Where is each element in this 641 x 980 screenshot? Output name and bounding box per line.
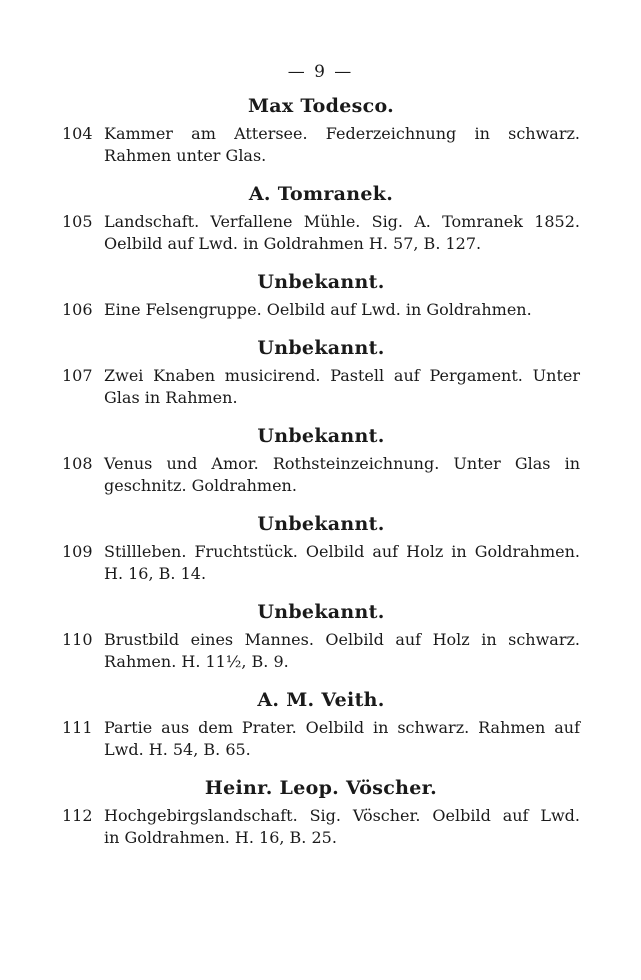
artist-heading: Unbekannt. [257, 425, 385, 447]
entry-description-line: in Goldrahmen. H. 16, B. 25. [104, 828, 337, 847]
catalog-entry [62, 365, 580, 409]
entry-description-line: H. 16, B. 14. [104, 564, 207, 583]
artist-heading: Unbekannt. [257, 337, 385, 359]
page-number: — 9 — [287, 62, 354, 82]
entry-number: 107 [62, 366, 93, 385]
artist-heading: A. Tomranek. [248, 183, 394, 205]
catalog-entry [62, 299, 580, 321]
entry-description-line: Kammer am Attersee. Federzeichnung in schwarz. [104, 124, 580, 143]
artist-heading: A. M. Veith. [257, 689, 385, 711]
entry-number: 110 [62, 630, 93, 649]
artist-heading: Heinr. Leop. Vöscher. [204, 777, 438, 799]
entry-description-line: Landschaft. Verfallene Mühle. Sig. A. Tomranek 1852. [104, 212, 580, 231]
entry-number: 108 [62, 454, 93, 473]
catalog-entries [62, 92, 580, 849]
catalog-entry [62, 541, 580, 585]
entry-description-line: Glas in Rahmen. [104, 388, 238, 407]
entry-description-line: Hochgebirgslandschaft. Sig. Vöscher. Oelbild auf Lwd. [104, 806, 580, 825]
entry-description-line: Stillleben. Fruchtstück. Oelbild auf Holz in Goldrahmen. [104, 542, 580, 561]
entry-description-line: Lwd. H. 54, B. 65. [104, 740, 251, 759]
entry-description-line: Rahmen. H. 11½, B. 9. [104, 652, 289, 671]
artist-heading: Max Todesco. [247, 95, 395, 117]
entry-number: 106 [62, 300, 93, 319]
entry-number: 111 [62, 718, 93, 737]
artist-heading: Unbekannt. [257, 601, 385, 623]
entry-description-line: Partie aus dem Prater. Oelbild in schwarz. Rahmen auf [104, 718, 580, 737]
catalog-entry [62, 453, 580, 497]
entry-description-line: Oelbild auf Lwd. in Goldrahmen H. 57, B. 127. [104, 234, 482, 253]
entry-description-line: Venus und Amor. Rothsteinzeichnung. Unter Glas in [104, 454, 580, 473]
catalog-entry [62, 123, 580, 167]
artist-heading: Unbekannt. [257, 513, 385, 535]
entry-description-line: Rahmen unter Glas. [104, 146, 267, 165]
entry-description-line: Brustbild eines Mannes. Oelbild auf Holz in schwarz. [104, 630, 580, 649]
catalog-entry [62, 211, 580, 255]
entry-description-line: Eine Felsengruppe. Oelbild auf Lwd. in Goldrahmen. [104, 300, 532, 319]
entry-number: 104 [62, 124, 93, 143]
entry-number: 112 [62, 806, 93, 825]
entry-description-line: geschnitz. Goldrahmen. [104, 476, 297, 495]
catalog-entry [62, 629, 580, 673]
catalog-entry [62, 805, 580, 849]
artist-heading: Unbekannt. [257, 271, 385, 293]
catalog-entry [62, 717, 580, 761]
entry-number: 109 [62, 542, 93, 561]
entry-number: 105 [62, 212, 93, 231]
entry-description-line: Zwei Knaben musicirend. Pastell auf Pergament. Unter [104, 366, 580, 385]
